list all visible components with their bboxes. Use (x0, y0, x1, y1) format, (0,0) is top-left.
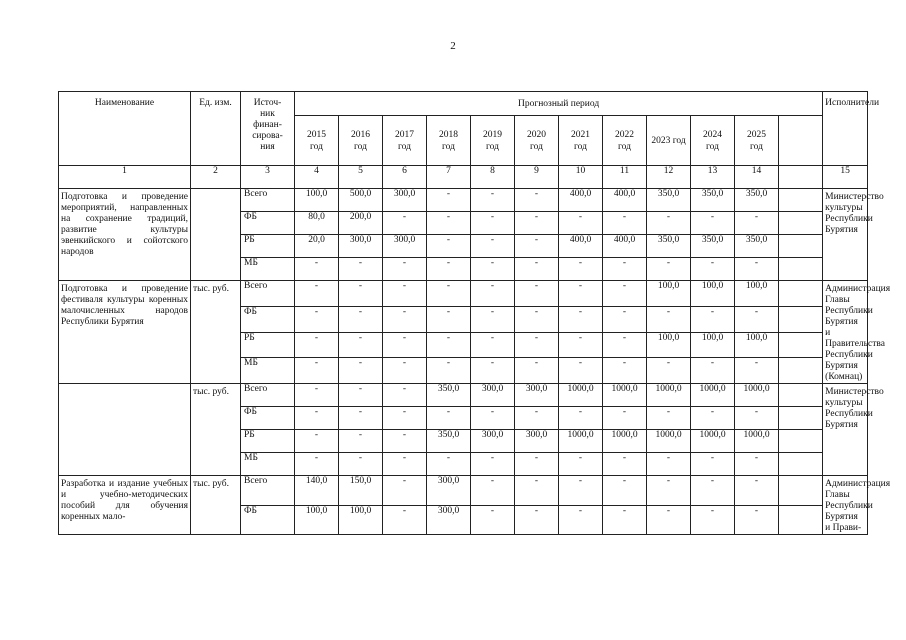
row-name: Подготовка и проведение фестиваля культуры коренных малочисленных народов Республики Бурятия (59, 281, 191, 384)
value-cell: - (515, 407, 559, 430)
value-cell: - (383, 306, 427, 332)
column-number: 9 (515, 166, 559, 189)
row-name: Подготовка и проведение мероприятий, направленных на сохранение традиций, развитие культуры эвенкийского и сойотского народов (59, 189, 191, 281)
row-executor: Администрация Главы Республики Бурятия и Прави- (823, 476, 868, 535)
column-number: 10 (559, 166, 603, 189)
value-cell: - (471, 212, 515, 235)
value-cell: 200,0 (339, 212, 383, 235)
value-cell: - (515, 235, 559, 258)
column-number: 12 (647, 166, 691, 189)
source-cell: РБ (241, 235, 295, 258)
table-row (59, 189, 868, 212)
value-cell: - (515, 258, 559, 281)
value-cell: - (735, 212, 779, 235)
value-cell: 1000,0 (647, 430, 691, 453)
source-cell: Всего (241, 281, 295, 307)
value-cell: - (339, 358, 383, 384)
value-cell: - (735, 258, 779, 281)
value-cell: - (735, 476, 779, 506)
value-cell-empty (779, 505, 823, 535)
source-cell: Всего (241, 476, 295, 506)
value-cell: - (559, 212, 603, 235)
value-cell: - (691, 505, 735, 535)
value-cell: 400,0 (603, 189, 647, 212)
value-cell: 350,0 (647, 189, 691, 212)
column-number: 3 (241, 166, 295, 189)
source-cell: ФБ (241, 212, 295, 235)
value-cell: - (647, 407, 691, 430)
value-cell: - (603, 476, 647, 506)
value-cell: 1000,0 (735, 384, 779, 407)
row-unit (191, 189, 241, 281)
row-unit: тыс. руб. (191, 281, 241, 384)
value-cell: 100,0 (735, 281, 779, 307)
value-cell: - (647, 476, 691, 506)
value-cell-empty (779, 407, 823, 430)
value-cell: - (515, 212, 559, 235)
value-cell-empty (779, 332, 823, 358)
row-executor: Администрация Главы Республики Бурятия и Правительства Республики Бурятия (Комнац) (823, 281, 868, 384)
value-cell: 80,0 (295, 212, 339, 235)
value-cell: 300,0 (471, 430, 515, 453)
value-cell: - (515, 332, 559, 358)
source-cell: МБ (241, 258, 295, 281)
value-cell: 1000,0 (559, 384, 603, 407)
value-cell: - (691, 258, 735, 281)
value-cell: - (383, 358, 427, 384)
source-cell: МБ (241, 358, 295, 384)
row-executor: Министерство культуры Республики Бурятия (823, 189, 868, 281)
value-cell: 500,0 (339, 189, 383, 212)
value-cell: - (427, 332, 471, 358)
value-cell: - (603, 407, 647, 430)
value-cell: - (691, 407, 735, 430)
value-cell: 300,0 (383, 189, 427, 212)
value-cell: 1000,0 (603, 430, 647, 453)
value-cell: - (647, 505, 691, 535)
value-cell: 100,0 (647, 332, 691, 358)
value-cell-empty (779, 430, 823, 453)
value-cell: - (559, 476, 603, 506)
value-cell: - (471, 332, 515, 358)
value-cell-empty (779, 258, 823, 281)
value-cell: 150,0 (339, 476, 383, 506)
value-cell: - (603, 358, 647, 384)
program-table (58, 91, 891, 535)
value-cell: 300,0 (515, 430, 559, 453)
value-cell: - (295, 332, 339, 358)
column-number: 1 (59, 166, 191, 189)
value-cell: 100,0 (735, 332, 779, 358)
value-cell: - (471, 235, 515, 258)
row-name: Разработка и издание учебных и учебно-методических пособий для обучения коренных мало- (59, 476, 191, 535)
page-number: 2 (450, 40, 456, 52)
value-cell: - (735, 306, 779, 332)
value-cell: - (515, 476, 559, 506)
value-cell: - (471, 258, 515, 281)
value-cell: - (559, 505, 603, 535)
value-cell: 300,0 (339, 235, 383, 258)
value-cell: - (383, 505, 427, 535)
value-cell: 1000,0 (603, 384, 647, 407)
value-cell: 100,0 (647, 281, 691, 307)
column-number: 2 (191, 166, 241, 189)
value-cell: - (515, 281, 559, 307)
value-cell: 350,0 (691, 235, 735, 258)
value-cell: - (295, 306, 339, 332)
value-cell: - (427, 407, 471, 430)
year-header: 2021 год (559, 116, 603, 166)
value-cell: - (603, 281, 647, 307)
value-cell: - (383, 476, 427, 506)
year-header: 2017 год (383, 116, 427, 166)
header-source: Источ- ник финан- сирова- ния (241, 92, 295, 166)
value-cell: - (383, 384, 427, 407)
column-number: 7 (427, 166, 471, 189)
value-cell: 300,0 (427, 505, 471, 535)
value-cell: 350,0 (647, 235, 691, 258)
value-cell: 400,0 (559, 189, 603, 212)
value-cell: - (383, 212, 427, 235)
value-cell: - (691, 358, 735, 384)
value-cell: - (515, 505, 559, 535)
value-cell: - (471, 281, 515, 307)
year-header: 2018 год (427, 116, 471, 166)
column-number: 15 (823, 166, 868, 189)
value-cell: - (603, 332, 647, 358)
value-cell: - (295, 430, 339, 453)
value-cell: - (515, 189, 559, 212)
year-header: 2025 год (735, 116, 779, 166)
table-body (59, 189, 891, 535)
value-cell: - (339, 430, 383, 453)
value-cell: - (339, 384, 383, 407)
column-number: 6 (383, 166, 427, 189)
value-cell: - (427, 281, 471, 307)
value-cell: - (691, 476, 735, 506)
value-cell-empty (779, 306, 823, 332)
row-executor: Министерство культуры Республики Бурятия (823, 384, 868, 476)
value-cell: - (691, 306, 735, 332)
source-cell: ФБ (241, 505, 295, 535)
column-number: 8 (471, 166, 515, 189)
value-cell: - (559, 407, 603, 430)
header-name: Наименование (59, 92, 191, 166)
value-cell: 1000,0 (647, 384, 691, 407)
value-cell: - (647, 358, 691, 384)
value-cell: 350,0 (427, 384, 471, 407)
value-cell: - (383, 332, 427, 358)
value-cell: - (735, 453, 779, 476)
year-header-empty (779, 116, 823, 166)
value-cell: 350,0 (691, 189, 735, 212)
value-cell: - (383, 258, 427, 281)
value-cell: - (383, 407, 427, 430)
value-cell: - (735, 358, 779, 384)
value-cell: - (427, 235, 471, 258)
value-cell-empty (779, 189, 823, 212)
value-cell: 400,0 (603, 235, 647, 258)
header-unit: Ед. изм. (191, 92, 241, 166)
value-cell: - (339, 407, 383, 430)
value-cell: - (339, 281, 383, 307)
value-cell: - (427, 306, 471, 332)
value-cell: - (295, 453, 339, 476)
value-cell: - (735, 407, 779, 430)
value-cell: 300,0 (471, 384, 515, 407)
value-cell: - (603, 306, 647, 332)
value-cell: - (735, 505, 779, 535)
value-cell: - (427, 358, 471, 384)
value-cell: 300,0 (515, 384, 559, 407)
value-cell: - (427, 189, 471, 212)
value-cell: 100,0 (295, 505, 339, 535)
table-header (59, 92, 880, 189)
value-cell: - (515, 306, 559, 332)
value-cell: - (295, 358, 339, 384)
year-header: 2016 год (339, 116, 383, 166)
value-cell: 140,0 (295, 476, 339, 506)
value-cell: - (471, 505, 515, 535)
value-cell: - (295, 281, 339, 307)
column-number-row (59, 166, 868, 189)
value-cell: 1000,0 (691, 384, 735, 407)
value-cell: - (515, 358, 559, 384)
value-cell: - (647, 212, 691, 235)
value-cell: - (471, 306, 515, 332)
value-cell: - (339, 306, 383, 332)
value-cell: 350,0 (735, 189, 779, 212)
table-row (59, 476, 868, 506)
value-cell: - (427, 453, 471, 476)
value-cell: - (559, 306, 603, 332)
value-cell: 350,0 (735, 235, 779, 258)
value-cell: - (471, 476, 515, 506)
value-cell: - (603, 258, 647, 281)
year-header: 2020 год (515, 116, 559, 166)
value-cell: - (559, 281, 603, 307)
value-cell: 300,0 (383, 235, 427, 258)
header-forecast: Прогнозный период (295, 92, 823, 116)
year-header: 2015 год (295, 116, 339, 166)
value-cell: - (603, 212, 647, 235)
column-number-empty (779, 166, 823, 189)
value-cell: - (515, 453, 559, 476)
value-cell: 300,0 (427, 476, 471, 506)
value-cell: 100,0 (691, 332, 735, 358)
source-cell: РБ (241, 332, 295, 358)
value-cell: - (647, 453, 691, 476)
value-cell: 100,0 (295, 189, 339, 212)
value-cell-empty (779, 476, 823, 506)
column-number: 13 (691, 166, 735, 189)
value-cell: - (295, 258, 339, 281)
row-unit: тыс. руб. (191, 384, 241, 476)
value-cell: - (339, 332, 383, 358)
value-cell: - (427, 258, 471, 281)
source-cell: Всего (241, 189, 295, 212)
value-cell: - (383, 430, 427, 453)
value-cell-empty (779, 358, 823, 384)
year-header: 2024 год (691, 116, 735, 166)
value-cell: - (691, 212, 735, 235)
value-cell: - (647, 258, 691, 281)
value-cell: 100,0 (339, 505, 383, 535)
column-number: 11 (603, 166, 647, 189)
value-cell: - (603, 453, 647, 476)
column-number: 5 (339, 166, 383, 189)
value-cell: 100,0 (691, 281, 735, 307)
year-header: 2019 год (471, 116, 515, 166)
value-cell-empty (779, 212, 823, 235)
value-cell: - (339, 453, 383, 476)
table-row (59, 384, 868, 407)
value-cell: - (471, 453, 515, 476)
header-executors: Исполнители (823, 92, 868, 166)
value-cell: - (471, 358, 515, 384)
value-cell: 350,0 (427, 430, 471, 453)
value-cell: - (295, 407, 339, 430)
source-cell: Всего (241, 384, 295, 407)
value-cell: - (383, 281, 427, 307)
value-cell: - (427, 212, 471, 235)
table-row (59, 281, 868, 307)
value-cell: - (339, 258, 383, 281)
row-unit: тыс. руб. (191, 476, 241, 535)
value-cell: - (559, 332, 603, 358)
value-cell-empty (779, 384, 823, 407)
value-cell: 1000,0 (691, 430, 735, 453)
year-header: 2022 год (603, 116, 647, 166)
value-cell: - (471, 407, 515, 430)
value-cell: - (559, 258, 603, 281)
value-cell-empty (779, 453, 823, 476)
source-cell: МБ (241, 453, 295, 476)
value-cell: - (295, 384, 339, 407)
value-cell: 1000,0 (559, 430, 603, 453)
source-cell: ФБ (241, 306, 295, 332)
value-cell: - (691, 453, 735, 476)
value-cell: 400,0 (559, 235, 603, 258)
year-header: 2023 год (647, 116, 691, 166)
column-number: 14 (735, 166, 779, 189)
value-cell: - (471, 189, 515, 212)
value-cell: - (383, 453, 427, 476)
value-cell: 20,0 (295, 235, 339, 258)
value-cell: - (647, 306, 691, 332)
column-number: 4 (295, 166, 339, 189)
source-cell: ФБ (241, 407, 295, 430)
value-cell-empty (779, 281, 823, 307)
value-cell: - (603, 505, 647, 535)
value-cell: - (559, 453, 603, 476)
row-name (59, 384, 191, 476)
value-cell-empty (779, 235, 823, 258)
source-cell: РБ (241, 430, 295, 453)
value-cell: - (559, 358, 603, 384)
value-cell: 1000,0 (735, 430, 779, 453)
